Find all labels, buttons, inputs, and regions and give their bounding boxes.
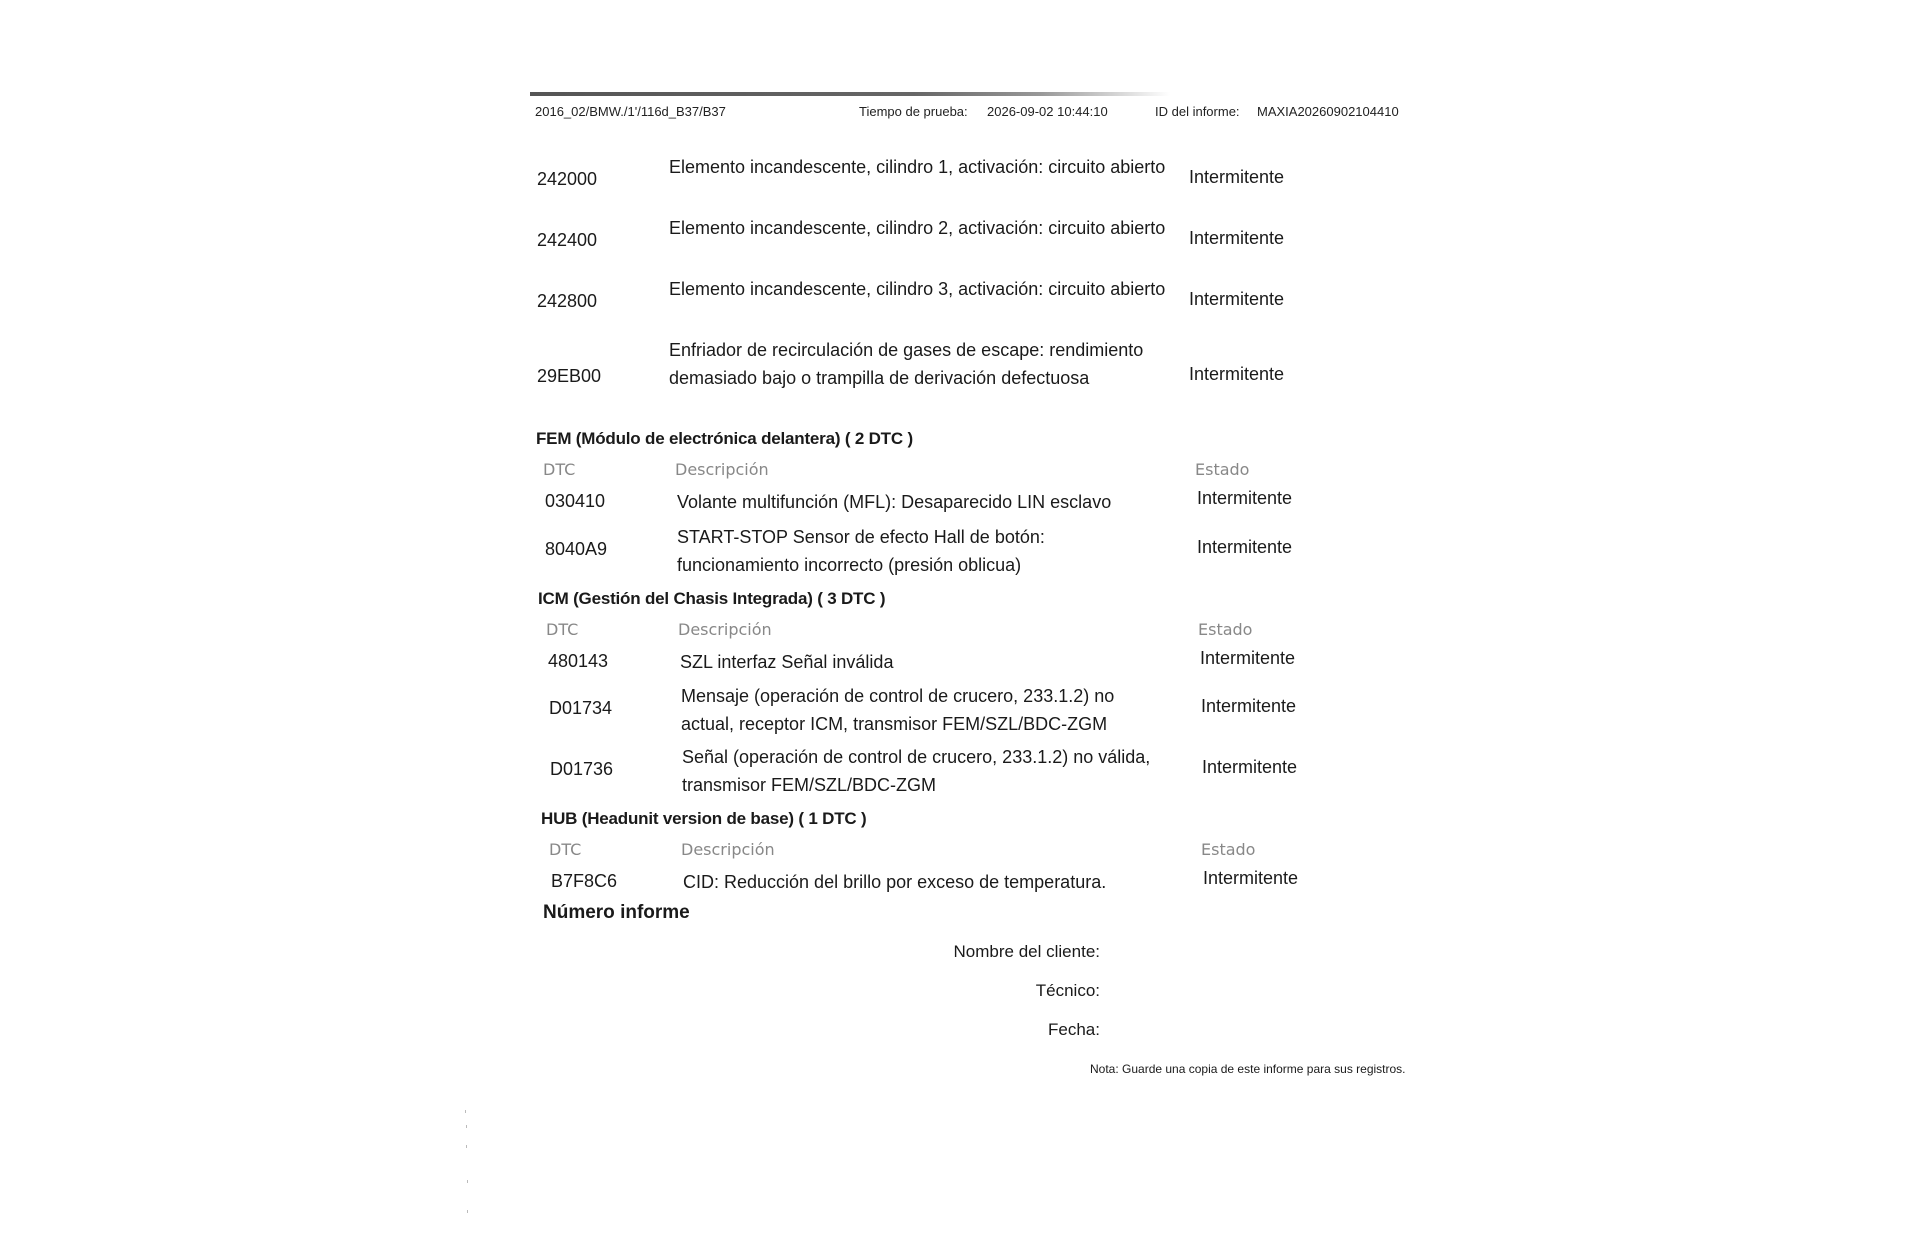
dtc-status: Intermitente <box>1197 488 1293 508</box>
report-id-value: MAXIA20260902104410 <box>1257 104 1399 119</box>
customer-name-label: Nombre del cliente: <box>953 942 1100 961</box>
scan-speck <box>466 1145 467 1148</box>
report-id-label: ID del informe: <box>1155 104 1240 119</box>
section-title-hub: HUB (Headunit version de base) ( 1 DTC ) <box>541 809 867 828</box>
dtc-code: B7F8C6 <box>551 871 618 891</box>
report-header <box>535 104 1415 124</box>
dtc-description: CID: Reducción del brillo por exceso de temperatura. <box>683 872 1107 892</box>
technician-label: Técnico: <box>1035 981 1100 1000</box>
dtc-code: 8040A9 <box>545 539 608 559</box>
dtc-status: Intermitente <box>1202 757 1298 777</box>
dtc-description: Mensaje (operación de control de crucero, 233.1.2) no actual, receptor ICM, transmisor FEM/SZL/BDC-ZGM <box>681 686 1115 734</box>
column-header-dtc: DTC <box>549 840 582 859</box>
dtc-status: Intermitente <box>1197 537 1293 557</box>
dtc-code: 242000 <box>537 169 598 189</box>
footer-note: Nota: Guarde una copia de este informe para sus registros. <box>1090 1062 1406 1076</box>
dtc-description: START-STOP Sensor de efecto Hall de botón: funcionamiento incorrecto (presión oblicua) <box>677 527 1045 575</box>
top-rule <box>530 92 1170 96</box>
scan-speck <box>467 1210 468 1213</box>
scan-speck <box>467 1180 468 1183</box>
dtc-description: Volante multifunción (MFL): Desaparecido LIN esclavo <box>677 492 1112 512</box>
dtc-status: Intermitente <box>1201 696 1297 716</box>
scan-speck <box>465 1110 466 1113</box>
dtc-status: Intermitente <box>1203 868 1299 888</box>
dtc-status: Intermitente <box>1200 648 1296 668</box>
column-header-status: Estado <box>1201 840 1256 859</box>
dtc-description: Elemento incandescente, cilindro 1, activación: circuito abierto <box>669 157 1166 177</box>
dtc-description: Señal (operación de control de crucero, 233.1.2) no válida, transmisor FEM/SZL/BDC-ZGM <box>682 747 1151 795</box>
column-header-description: Descripción <box>681 840 775 859</box>
column-header-dtc: DTC <box>543 460 576 479</box>
dtc-code: D01734 <box>549 698 613 718</box>
dtc-status: Intermitente <box>1189 364 1285 384</box>
dtc-description: Enfriador de recirculación de gases de escape: rendimiento demasiado bajo o trampilla de derivación defectuosa <box>669 340 1144 388</box>
dtc-status: Intermitente <box>1189 289 1285 309</box>
dtc-code: 242400 <box>537 230 598 250</box>
dtc-status: Intermitente <box>1189 228 1285 248</box>
dtc-description: Elemento incandescente, cilindro 2, activación: circuito abierto <box>669 218 1166 238</box>
report-number-label: Número informe <box>543 902 690 923</box>
dtc-code: 030410 <box>545 491 606 511</box>
column-headers <box>549 840 1329 860</box>
dtc-status: Intermitente <box>1189 167 1285 187</box>
dtc-description: SZL interfaz Señal inválida <box>680 652 894 672</box>
dtc-code: 29EB00 <box>537 366 602 386</box>
vehicle-id: 2016_02/BMW./1'/116d_B37/B37 <box>535 104 726 119</box>
date-label: Fecha: <box>1048 1020 1100 1039</box>
column-headers <box>543 460 1323 480</box>
dtc-description: Elemento incandescente, cilindro 3, activación: circuito abierto <box>669 279 1166 299</box>
test-time-label: Tiempo de prueba: <box>859 104 968 119</box>
dtc-code: 480143 <box>548 651 609 671</box>
column-header-description: Descripción <box>678 620 772 639</box>
section-title-icm: ICM (Gestión del Chasis Integrada) ( 3 DTC ) <box>538 589 886 608</box>
section-title-fem: FEM (Módulo de electrónica delantera) ( 2 DTC ) <box>536 429 913 448</box>
column-header-status: Estado <box>1195 460 1250 479</box>
test-time-value: 2026-09-02 10:44:10 <box>987 104 1108 119</box>
column-header-status: Estado <box>1198 620 1253 639</box>
column-header-dtc: DTC <box>546 620 579 639</box>
column-headers <box>546 620 1326 640</box>
column-header-description: Descripción <box>675 460 769 479</box>
dtc-code: D01736 <box>550 759 614 779</box>
scan-speck <box>466 1125 467 1128</box>
dtc-code: 242800 <box>537 291 598 311</box>
